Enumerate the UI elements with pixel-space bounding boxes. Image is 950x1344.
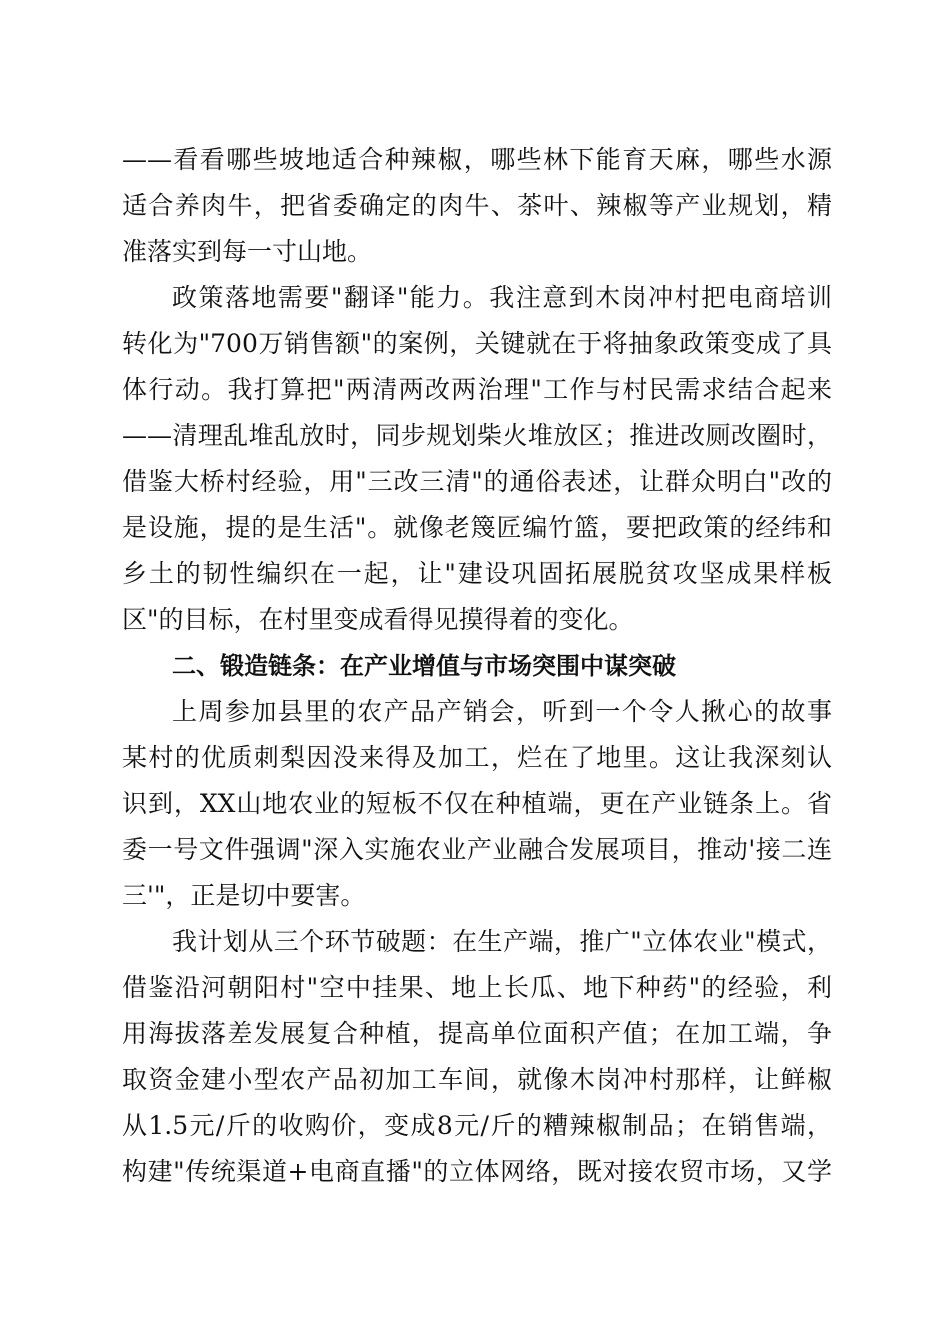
paragraph-2-line-1: 政策落地需要"翻译"能力。我注意到木岗冲村把电商培训 xyxy=(172,283,832,312)
paragraph-4-line-6: 构建"传统渠道+电商直播"的立体网络，既对接农贸市场，又学 xyxy=(122,1157,832,1186)
paragraph-4-line-3: 用海拔落差发展复合种植，提高单位面积产值；在加工端，争 xyxy=(122,1019,832,1048)
paragraph-4-line-2: 借鉴沿河朝阳村"空中挂果、地上长瓜、地下种药"的经验，利 xyxy=(122,973,832,1002)
paragraph-4-line-5: 从1.5元/斤的收购价，变成8元/斤的糟辣椒制品；在销售端， xyxy=(122,1111,832,1140)
paragraph-2-line-2: 转化为"700万销售额"的案例，关键就在于将抽象政策变成了具 xyxy=(122,329,832,358)
paragraph-3-line-4: 委一号文件强调"深入实施农业产业融合发展项目，推动'接二连 xyxy=(122,835,832,864)
paragraph-2-line-8: 区"的目标，在村里变成看得见摸得着的变化。 xyxy=(122,605,634,634)
paragraph-1-line-3: 准落实到每一寸山地。 xyxy=(122,237,373,266)
paragraph-2-line-3: 体行动。我打算把"两清两改两治理"工作与村民需求结合起来 xyxy=(122,375,832,404)
paragraph-1-line-1: ——看看哪些坡地适合种辣椒，哪些林下能育天麻，哪些水源 xyxy=(122,145,832,174)
paragraph-1-line-2: 适合养肉牛，把省委确定的肉牛、茶叶、辣椒等产业规划，精 xyxy=(122,191,832,220)
paragraph-4-line-4: 取资金建小型农产品初加工车间，就像木岗冲村那样，让鲜椒 xyxy=(122,1065,832,1094)
paragraph-3-line-3: 识到，XX山地农业的短板不仅在种植端，更在产业链条上。省 xyxy=(122,789,832,818)
paragraph-2-line-5: 借鉴大桥村经验，用"三改三清"的通俗表述，让群众明白"改的 xyxy=(122,467,832,496)
paragraph-3-line-1: 上周参加县里的农产品产销会，听到一个令人揪心的故事 xyxy=(172,697,832,726)
paragraph-3-line-5: 三'"，正是切中要害。 xyxy=(122,881,366,910)
paragraph-2-line-7: 乡土的韧性编织在一起，让"建设巩固拓展脱贫攻坚成果样板 xyxy=(122,559,832,588)
paragraph-2-line-6: 是设施，提的是生活"。就像老篾匠编竹篮，要把政策的经纬和 xyxy=(122,513,832,542)
paragraph-3-line-2: 某村的优质刺梨因没来得及加工，烂在了地里。这让我深刻认 xyxy=(122,743,832,772)
paragraph-2-line-4: ——清理乱堆乱放时，同步规划柴火堆放区；推进改厕改圈时， xyxy=(122,421,832,450)
paragraph-4-line-1: 我计划从三个环节破题：在生产端，推广"立体农业"模式， xyxy=(172,927,832,956)
section-heading: 二、锻造链条：在产业增值与市场突围中谋突破 xyxy=(172,652,676,680)
